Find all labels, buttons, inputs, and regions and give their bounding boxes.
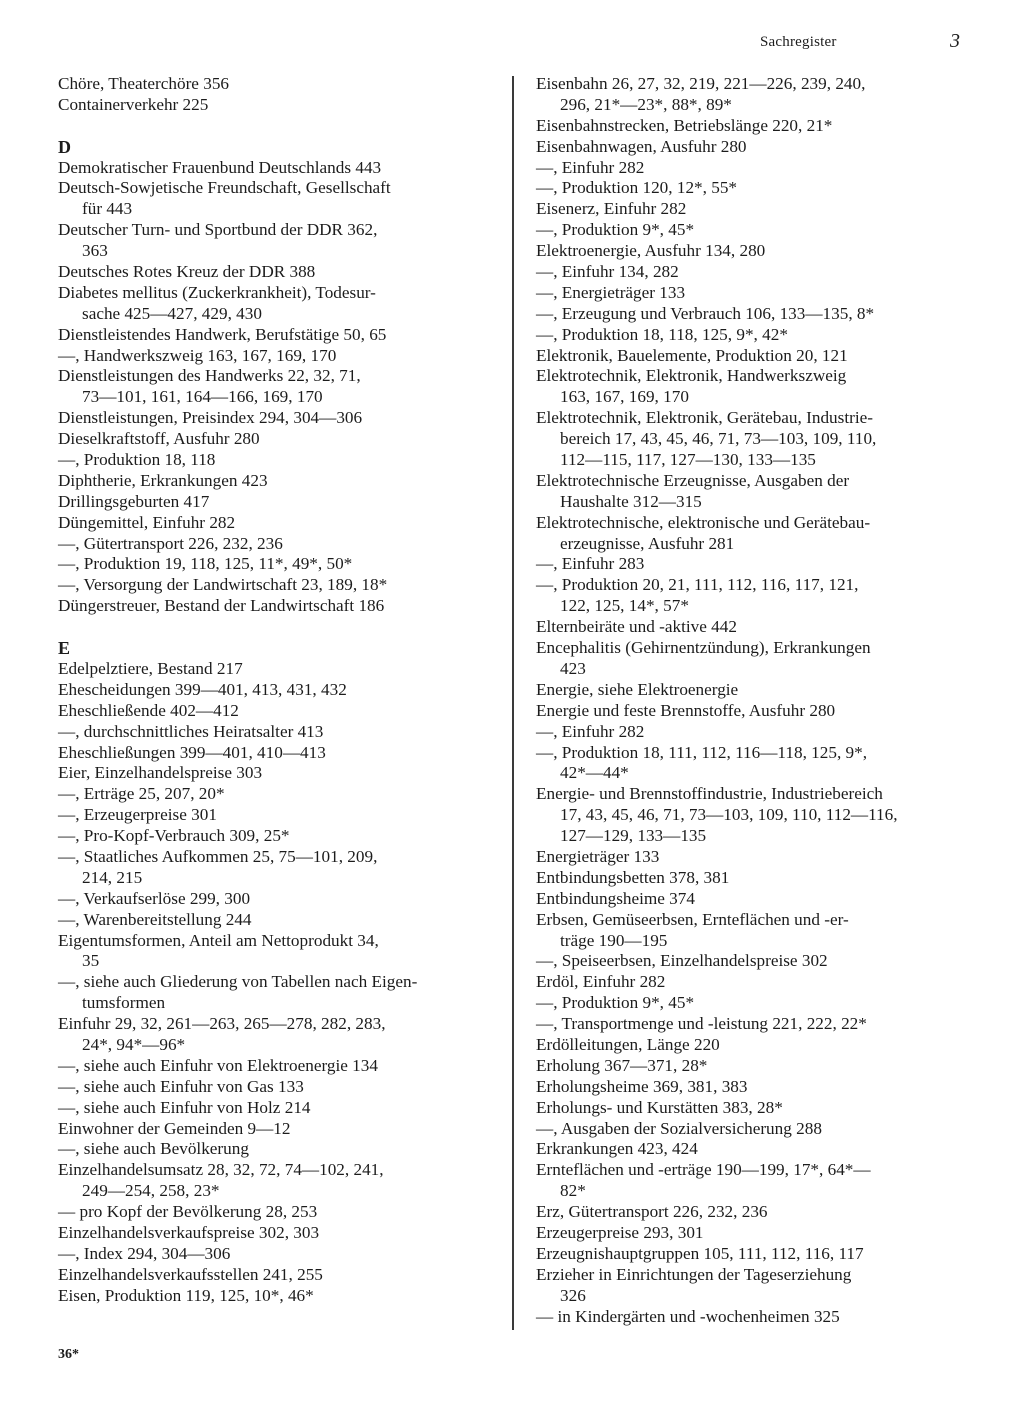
index-column-right — [536, 74, 966, 1327]
index-entry: Erzieher in Einrichtungen der Tageserziehung — [536, 1264, 852, 1284]
index-entry: Einzelhandelsverkaufspreise 302, 303 — [58, 1222, 320, 1242]
index-entry-continuation: 35 — [82, 951, 100, 971]
index-entry: Energie und feste Brennstoffe, Ausfuhr 280 — [536, 700, 836, 720]
index-entry: —, Warenbereitstellung 244 — [58, 909, 252, 929]
index-entry: —, Transportmenge und -leistung 221, 222, 22* — [536, 1014, 867, 1034]
index-entry: Düngemittel, Einfuhr 282 — [58, 512, 236, 532]
index-entry: —, Ausgaben der Sozialversicherung 288 — [536, 1118, 822, 1138]
index-entry: —, Produktion 18, 118 — [58, 450, 216, 470]
index-entry: Ernteflächen und -erträge 190—199, 17*, 64*— — [536, 1160, 871, 1180]
blank-line — [58, 116, 498, 137]
index-entry: —, Einfuhr 282 — [536, 721, 645, 741]
index-entry: Diabetes mellitus (Zuckerkrankheit), Todesur- — [58, 282, 376, 302]
index-entry: Erzeugnishauptgruppen 105, 111, 112, 116, 117 — [536, 1243, 864, 1263]
index-entry: Diphtherie, Erkrankungen 423 — [58, 470, 268, 490]
index-entry: Eisenbahnwagen, Ausfuhr 280 — [536, 136, 747, 156]
index-entry: Eisenerz, Einfuhr 282 — [536, 199, 687, 219]
index-entry: Dieselkraftstoff, Ausfuhr 280 — [58, 429, 260, 449]
index-entry: Deutsches Rotes Kreuz der DDR 388 — [58, 262, 316, 282]
index-entry: —, Einfuhr 134, 282 — [536, 262, 679, 282]
index-entry: Erholungs- und Kurstätten 383, 28* — [536, 1097, 783, 1117]
index-entry-continuation: 326 — [560, 1285, 586, 1305]
index-entry: —, siehe auch Gliederung von Tabellen nach Eigen- — [58, 972, 418, 992]
index-entry: Erholung 367—371, 28* — [536, 1055, 708, 1075]
index-entry: —, Produktion 20, 21, 111, 112, 116, 117, 121, — [536, 575, 859, 595]
index-entry: —, Energieträger 133 — [536, 282, 686, 302]
index-entry: Dienstleistendes Handwerk, Berufstätige 50, 65 — [58, 324, 387, 344]
index-entry-continuation: erzeugnisse, Ausfuhr 281 — [560, 533, 735, 553]
index-entry: —, Einfuhr 282 — [536, 157, 645, 177]
index-entry-continuation: 214, 215 — [82, 867, 143, 887]
index-entry: —, Verkaufserlöse 299, 300 — [58, 888, 251, 908]
index-entry: —, Erzeugung und Verbrauch 106, 133—135, 8* — [536, 303, 875, 323]
index-entry: Dienstleistungen, Preisindex 294, 304—306 — [58, 408, 363, 428]
index-entry: —, Einfuhr 283 — [536, 554, 645, 574]
index-entry: Dienstleistungen des Handwerks 22, 32, 71, — [58, 366, 361, 386]
index-entry: Eisen, Produktion 119, 125, 10*, 46* — [58, 1285, 314, 1305]
index-entry: —, Produktion 9*, 45* — [536, 993, 695, 1013]
index-entry: —, Pro-Kopf-Verbrauch 309, 25* — [58, 826, 290, 846]
index-entry: Elektrotechnische, elektronische und Gerätebau- — [536, 512, 871, 532]
index-entry: —, siehe auch Einfuhr von Gas 133 — [58, 1076, 304, 1096]
page-number: 3 — [950, 30, 960, 52]
blank-line — [58, 617, 498, 638]
index-entry: Einzelhandelsverkaufsstellen 241, 255 — [58, 1264, 323, 1284]
index-entry: —, Produktion 120, 12*, 55* — [536, 178, 738, 198]
index-entry: —, Erträge 25, 207, 20* — [58, 784, 225, 804]
index-entry-continuation: 112—115, 117, 127—130, 133—135 — [560, 450, 816, 470]
index-entry: Elektroenergie, Ausfuhr 134, 280 — [536, 241, 766, 261]
index-entry: Containerverkehr 225 — [58, 94, 209, 114]
index-entry: —, Produktion 9*, 45* — [536, 220, 695, 240]
index-entry-continuation: 82* — [560, 1181, 586, 1201]
index-entry: Elektrotechnik, Elektronik, Gerätebau, Industrie- — [536, 408, 873, 428]
index-entry: Edelpelztiere, Bestand 217 — [58, 658, 243, 678]
index-entry-continuation: 42*—44* — [560, 763, 629, 783]
index-entry-continuation: 296, 21*—23*, 88*, 89* — [560, 94, 732, 114]
index-entry-continuation: 127—129, 133—135 — [560, 826, 707, 846]
index-entry: Energie- und Brennstoffindustrie, Industriebereich — [536, 784, 883, 804]
index-entry: Einwohner der Gemeinden 9—12 — [58, 1118, 291, 1138]
printer-signature: 36* — [58, 1347, 79, 1362]
index-entry: Elektronik, Bauelemente, Produktion 20, 121 — [536, 345, 848, 365]
index-entry: Elektrotechnik, Elektronik, Handwerkszweig — [536, 366, 847, 386]
index-entry-continuation: tumsformen — [82, 993, 166, 1013]
index-entry-continuation: 423 — [560, 658, 586, 678]
index-entry: — in Kindergärten und -wochenheimen 325 — [536, 1306, 840, 1326]
index-entry-continuation: Haushalte 312—315 — [560, 491, 702, 511]
index-entry: Energieträger 133 — [536, 846, 660, 866]
index-entry: Düngerstreuer, Bestand der Landwirtschaft 186 — [58, 596, 385, 616]
index-entry: —, durchschnittliches Heiratsalter 413 — [58, 721, 324, 741]
index-entry-continuation: für 443 — [82, 199, 133, 219]
index-entry: Erkrankungen 423, 424 — [536, 1139, 698, 1159]
index-entry: Deutsch-Sowjetische Freundschaft, Gesellschaft — [58, 178, 391, 198]
index-entry: Erdöl, Einfuhr 282 — [536, 972, 666, 992]
index-entry-continuation: 122, 125, 14*, 57* — [560, 596, 689, 616]
index-entry: —, siehe auch Einfuhr von Elektroenergie 134 — [58, 1055, 378, 1075]
index-entry: —, Erzeugerpreise 301 — [58, 805, 217, 825]
index-entry-continuation: bereich 17, 43, 45, 46, 71, 73—103, 109, 110, — [560, 429, 877, 449]
section-letter: D — [58, 136, 71, 157]
index-entry: Entbindungsbetten 378, 381 — [536, 867, 730, 887]
running-head-title: Sachregister — [760, 34, 837, 50]
index-entry: —, Speiseerbsen, Einzelhandelspreise 302 — [536, 951, 828, 971]
index-entry: Elektrotechnische Erzeugnisse, Ausgaben der — [536, 470, 850, 490]
column-divider — [512, 76, 514, 1330]
running-header — [760, 32, 970, 56]
index-entry: Erholungsheime 369, 381, 383 — [536, 1076, 748, 1096]
index-entry: —, Index 294, 304—306 — [58, 1243, 231, 1263]
index-entry: Demokratischer Frauenbund Deutschlands 443 — [58, 157, 382, 177]
index-entry: Entbindungsheime 374 — [536, 888, 695, 908]
index-entry: Einfuhr 29, 32, 261—263, 265—278, 282, 283, — [58, 1014, 386, 1034]
index-entry: —, Versorgung der Landwirtschaft 23, 189, 18* — [58, 575, 388, 595]
index-entry: Encephalitis (Gehirnentzündung), Erkrankungen — [536, 638, 871, 658]
index-entry: —, Gütertransport 226, 232, 236 — [58, 533, 283, 553]
index-entry: Erzeugerpreise 293, 301 — [536, 1222, 704, 1242]
index-entry: Erdölleitungen, Länge 220 — [536, 1034, 720, 1054]
index-entry: Erz, Gütertransport 226, 232, 236 — [536, 1202, 768, 1222]
index-entry: Chöre, Theaterchöre 356 — [58, 74, 230, 93]
index-entry: Deutscher Turn- und Sportbund der DDR 362, — [58, 220, 378, 240]
index-entry-continuation: 163, 167, 169, 170 — [560, 387, 689, 407]
index-entry: Ehescheidungen 399—401, 413, 431, 432 — [58, 679, 347, 699]
index-entry-continuation: träge 190—195 — [560, 930, 668, 950]
index-entry: Energie, siehe Elektroenergie — [536, 679, 739, 699]
index-entry: Elternbeiräte und -aktive 442 — [536, 617, 737, 637]
index-entry-continuation: 73—101, 161, 164—166, 169, 170 — [82, 387, 323, 407]
index-entry: —, Produktion 19, 118, 125, 11*, 49*, 50* — [58, 554, 353, 574]
index-entry-continuation: 363 — [82, 241, 108, 261]
index-entry: Eheschließende 402—412 — [58, 700, 239, 720]
index-entry: Eheschließungen 399—401, 410—413 — [58, 742, 326, 762]
index-entry-continuation: sache 425—427, 429, 430 — [82, 303, 262, 323]
index-entry: Drillingsgeburten 417 — [58, 491, 210, 511]
index-entry: —, Staatliches Aufkommen 25, 75—101, 209, — [58, 846, 378, 866]
index-entry: —, Produktion 18, 111, 112, 116—118, 125, 9*, — [536, 742, 868, 762]
index-entry: Eigentumsformen, Anteil am Nettoprodukt 34, — [58, 930, 379, 950]
index-column-left — [58, 74, 498, 1307]
index-entry: —, Produktion 18, 118, 125, 9*, 42* — [536, 324, 788, 344]
index-entry-continuation: 24*, 94*—96* — [82, 1034, 186, 1054]
index-entry: Eisenbahn 26, 27, 32, 219, 221—226, 239, 240, — [536, 74, 866, 93]
index-entry-continuation: 17, 43, 45, 46, 71, 73—103, 109, 110, 112—116, — [560, 805, 898, 825]
index-entry: — pro Kopf der Bevölkerung 28, 253 — [58, 1202, 318, 1222]
index-entry-continuation: 249—254, 258, 23* — [82, 1181, 220, 1201]
index-entry: Einzelhandelsumsatz 28, 32, 72, 74—102, 241, — [58, 1160, 384, 1180]
index-entry: —, Handwerkszweig 163, 167, 169, 170 — [58, 345, 337, 365]
index-entry: —, siehe auch Bevölkerung — [58, 1139, 249, 1159]
index-entry: —, siehe auch Einfuhr von Holz 214 — [58, 1097, 311, 1117]
section-letter: E — [58, 638, 71, 659]
index-entry: Eier, Einzelhandelspreise 303 — [58, 763, 263, 783]
index-entry: Erbsen, Gemüseerbsen, Ernteflächen und -er- — [536, 909, 849, 929]
index-entry: Eisenbahnstrecken, Betriebslänge 220, 21* — [536, 115, 833, 135]
